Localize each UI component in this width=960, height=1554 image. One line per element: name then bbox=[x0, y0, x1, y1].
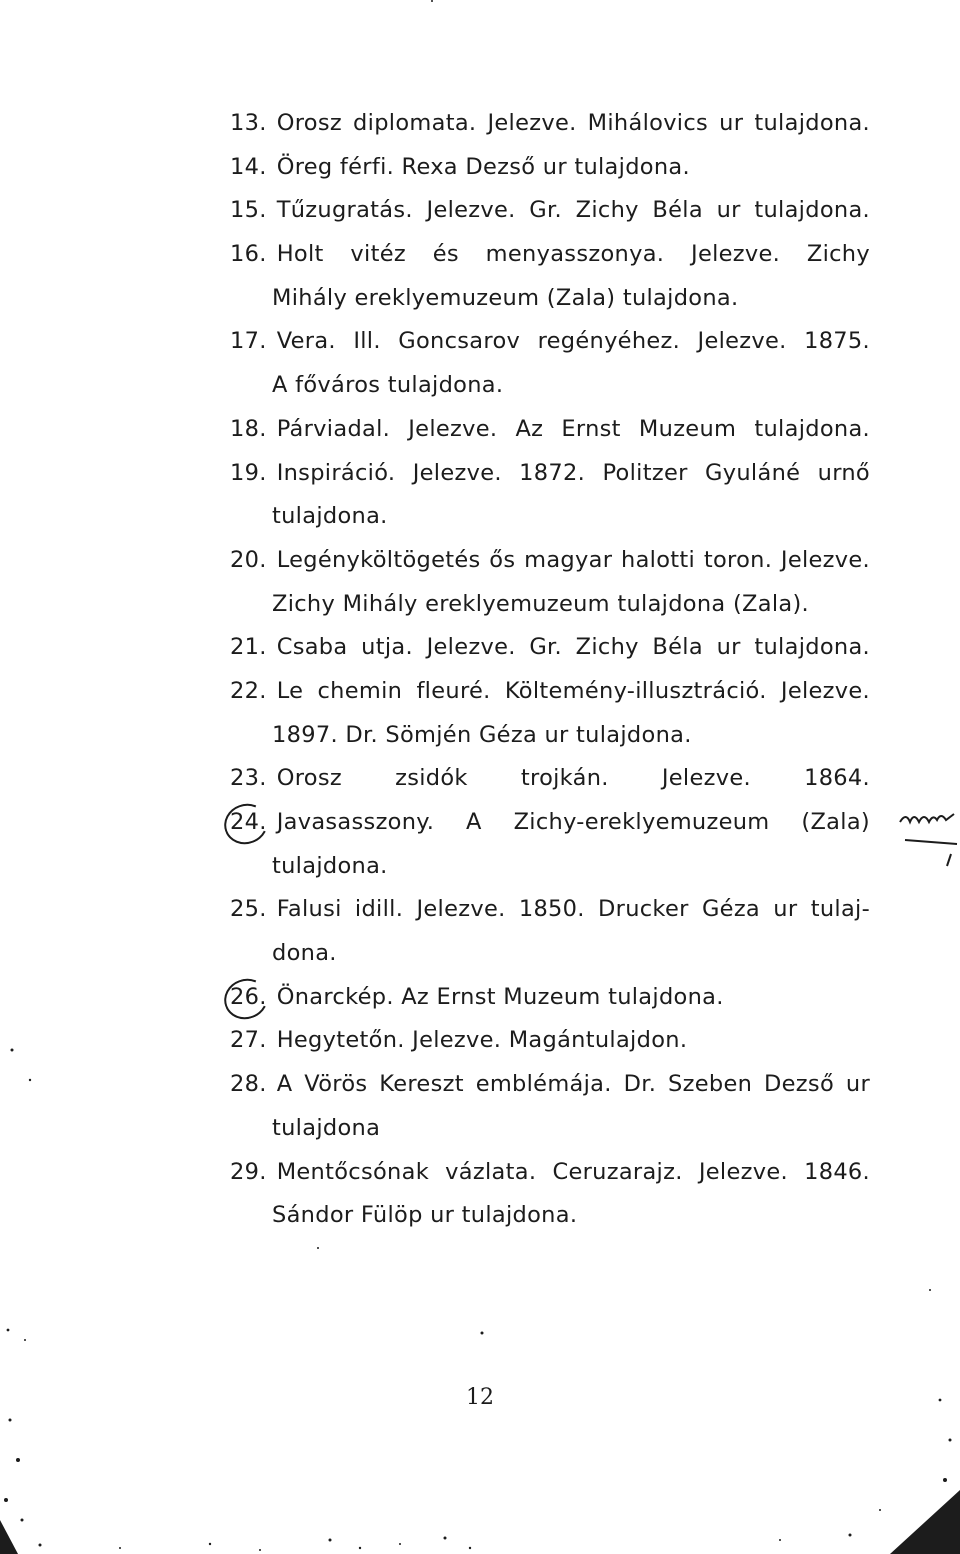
entry-text: Legényköltögetés ős magyar halotti toron. Jelezve. bbox=[276, 546, 870, 573]
catalogue-entry bbox=[230, 1063, 870, 1150]
catalogue-list bbox=[230, 102, 870, 1238]
entry-number: 13. bbox=[230, 110, 267, 136]
catalogue-entry bbox=[230, 626, 870, 670]
entry-number: 21. bbox=[230, 634, 267, 661]
entry-text: Hegytetőn. Jelezve. Magántulajdon. bbox=[276, 1027, 688, 1054]
entry-text: Vera. Ill. Goncsarov regényéhez. Jelezve. 1875. bbox=[276, 328, 870, 355]
catalogue-entry bbox=[230, 801, 870, 888]
catalogue-entry bbox=[230, 539, 870, 626]
entry-text: Orosz zsidók trojkán. Jelezve. 1864. bbox=[276, 765, 870, 792]
entry-text: Javasasszony. A Zichy-ereklyemuzeum (Zala) bbox=[276, 809, 870, 835]
entry-text-continued: A főváros tulajdona. bbox=[272, 372, 504, 399]
catalogue-entry bbox=[230, 452, 870, 539]
catalogue-entry bbox=[230, 320, 870, 407]
entry-number: 16. bbox=[230, 241, 267, 268]
entry-text: Inspiráció. Jelezve. 1872. Politzer Gyuláné urnő bbox=[276, 459, 870, 486]
entry-text-continued: Zichy Mihály ereklyemuzeum tulajdona (Zala). bbox=[272, 590, 810, 617]
entry-number: 22. bbox=[230, 677, 267, 704]
entry-text: Csaba utja. Jelezve. Gr. Zichy Béla ur tulajdona. bbox=[276, 634, 870, 661]
entry-number: 28. bbox=[230, 1071, 267, 1098]
entry-text-continued: tulajdona. bbox=[272, 503, 388, 530]
catalogue-entry bbox=[230, 1019, 870, 1063]
entry-number: 23. bbox=[230, 765, 267, 792]
entry-text: Párviadal. Jelezve. Az Ernst Muzeum tulajdona. bbox=[276, 415, 870, 442]
entry-text-continued: tulajdona. bbox=[272, 852, 388, 879]
catalogue-entry bbox=[230, 670, 870, 757]
catalogue-entry bbox=[230, 408, 870, 452]
entry-number: 14. bbox=[230, 153, 267, 180]
entry-text-continued: tulajdona bbox=[272, 1114, 381, 1141]
catalogue-entry bbox=[230, 146, 870, 190]
entry-number: 27. bbox=[230, 1027, 267, 1054]
entry-text: Le chemin fleuré. Költemény-illusztráció. Jelezve. bbox=[276, 677, 870, 704]
entry-text: Holt vitéz és menyasszonya. Jelezve. Zichy bbox=[276, 241, 870, 268]
entry-number: 25. bbox=[230, 896, 267, 923]
entry-number: 19. bbox=[230, 459, 267, 486]
catalogue-entry bbox=[230, 189, 870, 233]
entry-number: 20. bbox=[230, 546, 267, 573]
entry-text: Önarckép. Az Ernst Muzeum tulajdona. bbox=[276, 983, 724, 1010]
entry-text: Orosz diplomata. Jelezve. Mihálovics ur tulajdona. bbox=[276, 110, 870, 136]
catalogue-entry bbox=[230, 976, 870, 1020]
entry-text: A Vörös Kereszt emblémája. Dr. Szeben Dezső ur bbox=[276, 1071, 870, 1098]
entry-text-continued: 1897. Dr. Sömjén Géza ur tulajdona. bbox=[272, 721, 692, 748]
entry-number: 29. bbox=[230, 1158, 267, 1185]
entry-text-continued: Sándor Fülöp ur tulajdona. bbox=[272, 1202, 578, 1229]
catalogue-entry bbox=[230, 102, 870, 146]
entry-number: 24. bbox=[230, 809, 267, 835]
entry-text-continued: Mihály ereklyemuzeum (Zala) tulajdona. bbox=[272, 284, 739, 311]
entry-number: 18. bbox=[230, 415, 267, 442]
catalogue-entry bbox=[230, 757, 870, 801]
entry-number: 26. bbox=[230, 983, 267, 1010]
page-number: 12 bbox=[466, 1385, 494, 1410]
entry-number: 15. bbox=[230, 197, 267, 224]
entry-text: Mentőcsónak vázlata. Ceruzarajz. Jelezve. 1846. bbox=[276, 1158, 870, 1185]
catalogue-entry bbox=[230, 1151, 870, 1238]
entry-number: 17. bbox=[230, 328, 267, 355]
entry-text: Tűzugratás. Jelezve. Gr. Zichy Béla ur tulajdona. bbox=[276, 197, 870, 224]
entry-text-continued: dona. bbox=[272, 940, 337, 967]
handwritten-margin-scribble bbox=[895, 800, 960, 870]
catalogue-entry bbox=[230, 888, 870, 975]
entry-text: Falusi idill. Jelezve. 1850. Drucker Géza ur tulaj- bbox=[276, 896, 870, 923]
catalogue-entry bbox=[230, 233, 870, 320]
entry-text: Öreg férfi. Rexa Dezső ur tulajdona. bbox=[276, 153, 690, 180]
